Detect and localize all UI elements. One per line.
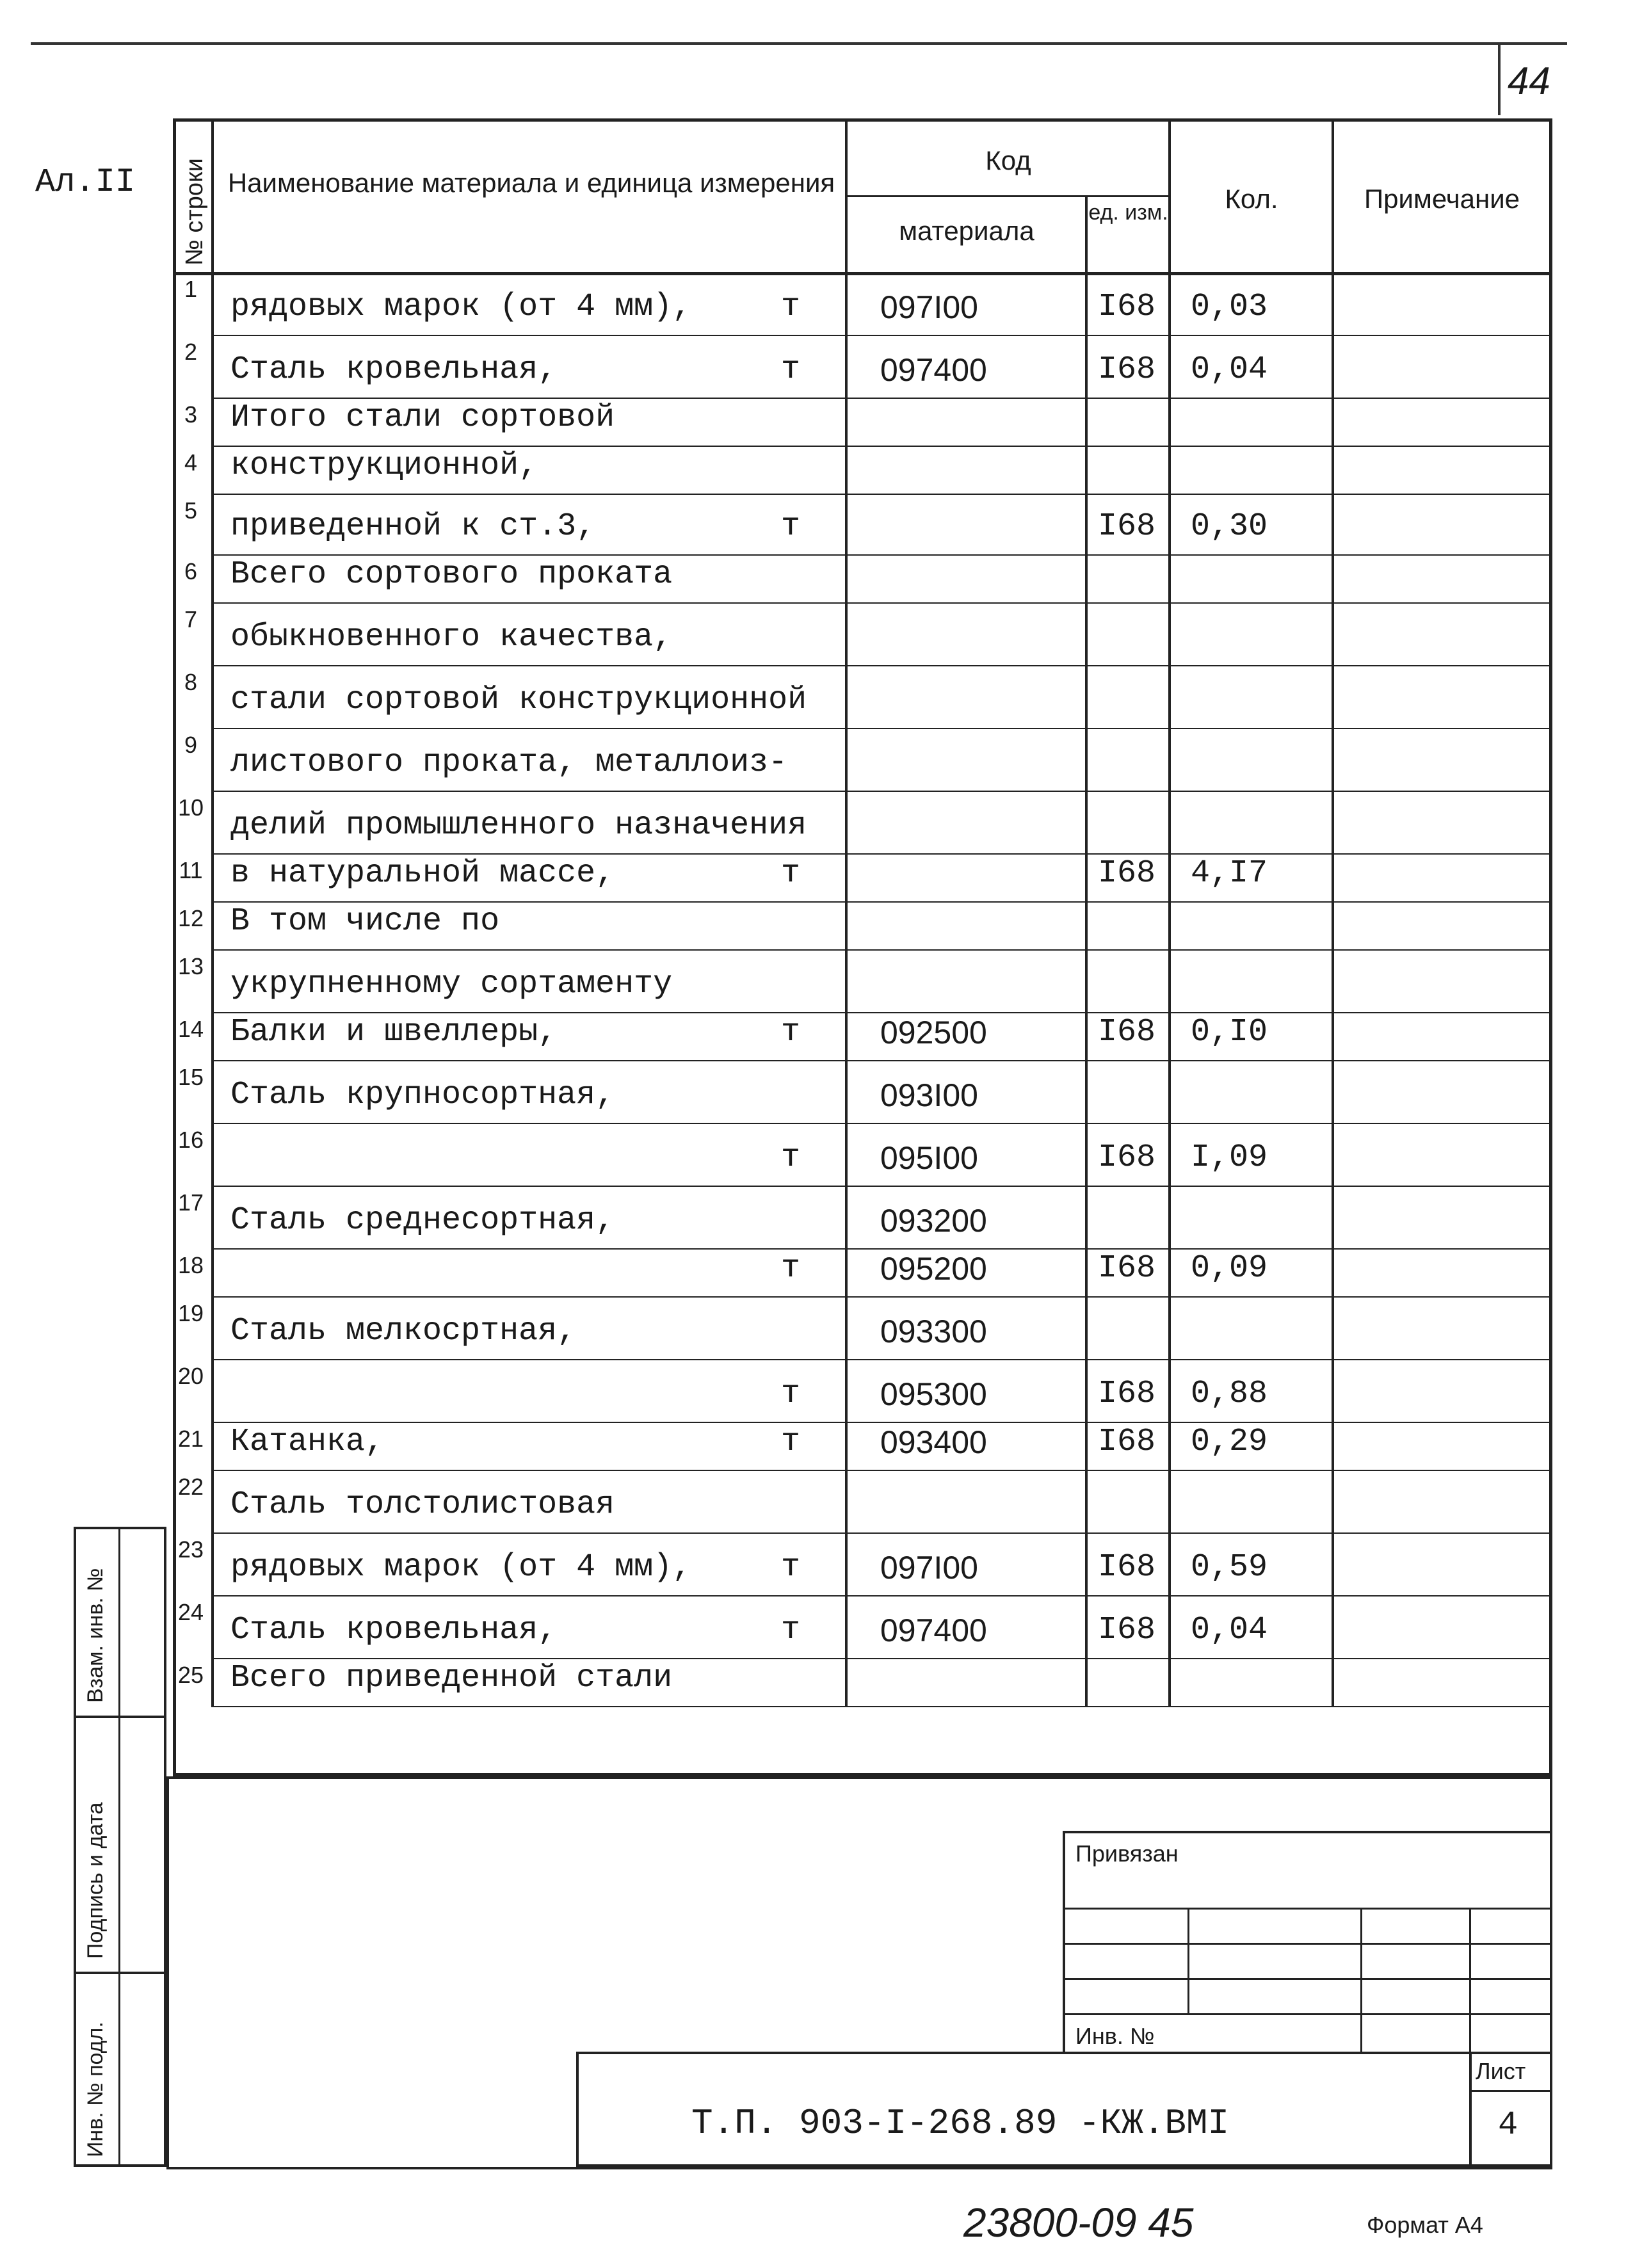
side-label-vzam: Взам. инв. № [83,1568,108,1703]
row-quantity: 0,03 [1191,289,1268,325]
row-unit: т [781,1549,801,1586]
row-number: 11 [179,857,203,883]
row-divider [211,1595,1552,1596]
row-number: 2 [184,339,198,365]
row-material-name: приведенной к ст.3, [230,508,596,545]
bind-box-top [1063,1831,1552,1833]
row-unit: т [781,1376,801,1412]
row-unit-code: I68 [1098,1139,1156,1176]
row-material-name: рядовых марок (от 4 мм), [230,289,692,325]
row-unit-code: I68 [1098,1014,1156,1050]
header-bottom-rule [173,272,1552,275]
row-number: 4 [184,449,198,476]
column-divider [1085,195,1088,1706]
row-quantity: 4,I7 [1191,855,1268,892]
row-divider [211,901,1552,903]
row-number: 17 [177,1189,204,1216]
row-divider [211,554,1552,556]
sheet-box-divider [1469,2052,1472,2167]
side-inner-line [118,1527,120,2167]
row-material-code: 092500 [880,1015,987,1050]
row-number: 18 [177,1252,204,1278]
bind-box-col-2 [1360,1908,1362,2052]
bind-box-col-3 [1469,1908,1471,2052]
row-material-name: Всего сортового проката [230,556,673,593]
format-label: Формат А4 [1367,2212,1483,2238]
stamp-top-rule [166,1776,1552,1779]
row-quantity: 0,04 [1191,351,1268,388]
row-material-code: 097400 [880,352,987,388]
row-unit: т [781,508,801,545]
column-divider [845,118,848,1706]
row-material-name: листового проката, металлоиз- [230,744,788,781]
row-material-code: 097I00 [880,1550,978,1586]
row-number: 23 [177,1536,204,1563]
side-label-podpis: Подпись и дата [83,1802,108,1959]
row-material-name: Катанка, [230,1424,385,1460]
row-number: 21 [177,1426,204,1452]
bind-box-left [1063,1831,1065,2052]
row-divider [211,949,1552,951]
row-material-code: 093200 [880,1203,987,1239]
row-material-name: Сталь крупносортная, [230,1077,615,1113]
sheet-label: Лист [1476,2058,1526,2084]
row-number: 20 [177,1363,204,1389]
row-number: 10 [177,794,204,821]
row-unit-code: I68 [1098,1250,1156,1287]
row-quantity: 0,I0 [1191,1014,1268,1050]
row-unit: т [781,351,801,388]
page-number-handwritten: 44 [1508,60,1550,102]
row-number: 3 [184,401,198,428]
row-number: 6 [184,558,198,584]
row-divider [211,1060,1552,1061]
row-unit-code: I68 [1098,1549,1156,1586]
row-unit: т [781,1612,801,1648]
row-material-code: 093400 [880,1424,987,1460]
row-divider [211,1296,1552,1298]
stamp-left-rule [166,1776,169,2167]
row-number: 14 [177,1016,204,1042]
inventory-label: Инв. № [1075,2023,1155,2049]
row-material-code: 097400 [880,1613,987,1648]
row-unit-code: I68 [1098,855,1156,892]
header-row-no-text: № строки [181,158,208,266]
row-unit: т [781,289,801,325]
row-material-code: 093I00 [880,1077,978,1113]
row-material-code: 097I00 [880,289,978,325]
row-divider [211,1359,1552,1360]
header-note: Примечание [1364,184,1520,214]
row-quantity: 0,30 [1191,508,1268,545]
row-material-name: Итого стали сортовой [230,399,615,436]
row-divider [211,665,1552,666]
archive-number: 23800-09 45 [963,2200,1194,2246]
row-unit-code: I68 [1098,351,1156,388]
side-label-inv-podl: Инв. № подл. [83,2022,108,2157]
header-name: Наименование материала и единица измерения [227,168,835,198]
row-divider [211,1186,1552,1187]
row-unit: т [781,1139,801,1176]
page-corner-divider [1498,45,1501,115]
bind-box-row-2 [1063,1943,1552,1945]
row-material-name: делий промышленного назначения [230,807,807,844]
row-divider [211,446,1552,447]
row-divider [211,728,1552,729]
row-material-name: Сталь кровельная, [230,351,558,388]
column-divider [211,118,214,1706]
bind-box-row-4 [1063,2013,1552,2015]
stamp-bottom-rule [166,2167,1552,2169]
row-divider [211,398,1552,399]
header-code-material: материала [899,216,1034,246]
row-material-name: Балки и швеллеры, [230,1014,558,1050]
row-material-name: конструкционной, [230,447,538,484]
row-unit-code: I68 [1098,289,1156,325]
row-material-code: 095I00 [880,1140,978,1176]
row-number: 22 [177,1474,204,1500]
row-unit: т [781,1250,801,1287]
row-divider [211,1532,1552,1534]
row-divider [211,335,1552,336]
row-material-name: Сталь мелкосртная, [230,1313,577,1349]
row-divider [211,1470,1552,1471]
bind-label: Привязан [1075,1840,1179,1867]
header-qty: Кол. [1225,184,1278,214]
row-quantity: 0,88 [1191,1376,1268,1412]
row-number: 16 [177,1127,204,1153]
row-number: 19 [177,1300,204,1326]
row-quantity: 0,29 [1191,1424,1268,1460]
top-rule [31,42,1567,45]
bind-box-row-1 [1063,1908,1552,1910]
row-unit-code: I68 [1098,508,1156,545]
header-row-no [176,125,214,269]
row-number: 9 [184,732,198,758]
album-label: Ал.II [35,163,136,201]
row-unit: т [781,1424,801,1460]
row-material-name: Всего приведенной стали [230,1660,673,1696]
row-divider [211,1422,1552,1423]
bind-box-col-1 [1187,1908,1189,2013]
row-material-name: в натуральной массе, [230,855,615,892]
row-number: 24 [177,1599,204,1625]
header-code-unit: ед. изм. [1088,200,1168,225]
row-material-code: 095300 [880,1376,987,1412]
row-material-name: В том числе по [230,903,500,940]
header-code-group: Код [985,145,1031,175]
row-unit-code: I68 [1098,1612,1156,1648]
row-material-name: стали сортовой конструкционной [230,682,807,718]
row-material-name: рядовых марок (от 4 мм), [230,1549,692,1586]
column-divider [1332,118,1334,1706]
row-divider [211,1012,1552,1013]
row-divider [211,791,1552,792]
row-number: 15 [177,1064,204,1090]
row-number: 12 [177,905,204,931]
row-number: 8 [184,669,198,695]
column-divider [1168,118,1171,1706]
row-quantity: 0,59 [1191,1549,1268,1586]
row-material-code: 095200 [880,1251,987,1287]
header-code-split [845,195,1168,197]
row-number: 7 [184,606,198,632]
row-quantity: 0,09 [1191,1250,1268,1287]
row-material-name: Сталь толстолистовая [230,1486,615,1523]
row-number: 1 [184,276,198,302]
row-material-name: Сталь кровельная, [230,1612,558,1648]
row-divider [211,1658,1552,1659]
row-material-name: обыкновенного качества, [230,619,673,655]
row-quantity: 0,04 [1191,1612,1268,1648]
row-unit-code: I68 [1098,1424,1156,1460]
row-number: 25 [177,1662,204,1688]
row-number: 13 [177,953,204,979]
row-divider [211,1248,1552,1250]
row-material-name: укрупненному сортаменту [230,966,673,1002]
document-code: Т.П. 903-I-268.89 -КЖ.ВМI [691,2103,1230,2144]
row-number: 5 [184,497,198,524]
row-material-name: Сталь среднесортная, [230,1202,615,1239]
row-divider [211,1123,1552,1124]
row-quantity: I,09 [1191,1139,1268,1176]
bind-box-row-3 [1063,1978,1552,1980]
row-divider [211,1706,1552,1707]
row-divider [211,602,1552,604]
row-unit-code: I68 [1098,1376,1156,1412]
row-material-code: 093300 [880,1314,987,1349]
sheet-number: 4 [1498,2106,1518,2144]
sheet-box-rule [1469,2090,1552,2092]
row-unit: т [781,1014,801,1050]
row-divider [211,494,1552,495]
row-divider [211,853,1552,855]
row-unit: т [781,855,801,892]
